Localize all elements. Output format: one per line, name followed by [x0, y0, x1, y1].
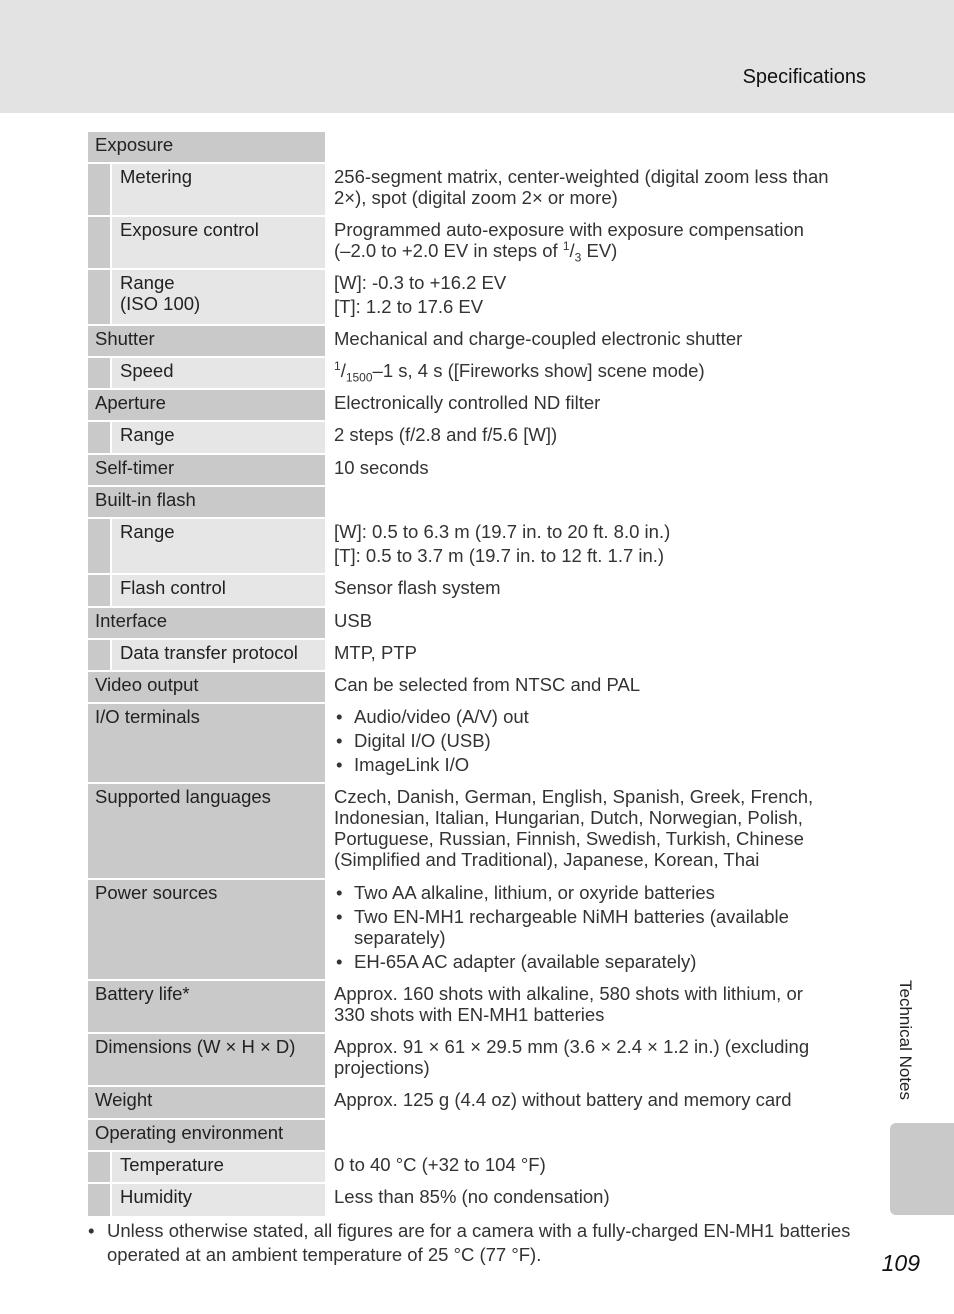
subcategory-label: Speed [110, 358, 325, 388]
category-label: I/O terminals [88, 704, 325, 782]
table-row [88, 217, 878, 270]
table-row [88, 1087, 878, 1120]
subcategory-label: Range (ISO 100) [110, 270, 325, 324]
bullet-list [334, 882, 870, 972]
category-label: Exposure [88, 132, 325, 162]
table-row [88, 704, 878, 784]
category-label: Supported languages [88, 784, 325, 878]
value-cell: 256-segment matrix, center-weighted (digital zoom less than 2×), spot (digital zoom 2× or more) [334, 166, 829, 208]
table-row [88, 390, 878, 422]
value-cell: 10 seconds [334, 457, 429, 478]
value-cell: Electronically controlled ND filter [334, 392, 601, 413]
table-row [88, 1120, 878, 1152]
table-row [88, 1184, 878, 1216]
category-label: Battery life* [88, 981, 325, 1032]
table-row [88, 326, 878, 358]
category-label: Dimensions (W × H × D) [88, 1034, 325, 1085]
subcategory-label: Range [110, 519, 325, 573]
table-row [88, 519, 878, 575]
value-cell: Approx. 125 g (4.4 oz) without battery and memory card [334, 1089, 792, 1110]
table-row [88, 422, 878, 455]
table-row [88, 575, 878, 608]
page-title: Specifications [742, 66, 866, 88]
table-row [88, 1152, 878, 1184]
category-label: Video output [88, 672, 325, 702]
subcategory-label: Data transfer protocol [110, 640, 325, 670]
value-cell: Approx. 91 × 61 × 29.5 mm (3.6 × 2.4 × 1.2 in.) (excluding projections) [334, 1036, 810, 1078]
category-label: Shutter [88, 326, 325, 356]
category-label: Self-timer [88, 455, 325, 485]
value-cell [325, 704, 878, 782]
list-item: • Two AA alkaline, lithium, or oxyride batteries [334, 882, 870, 903]
value-cell: $^1/_{1500}-1$ s, 4 s ([Fireworks show] scene mode) [334, 358, 705, 385]
table-row [88, 164, 878, 217]
value-cell [325, 1120, 878, 1150]
category-label: Operating environment [88, 1120, 325, 1150]
value-cell: Less than 85% (no condensation) [334, 1186, 610, 1207]
value-cell: 0 to 40 °C (+32 to 104 °F) [334, 1154, 546, 1175]
table-row [88, 487, 878, 519]
category-label: Interface [88, 608, 325, 638]
table-row [88, 608, 878, 640]
value-cell: Mechanical and charge-coupled electronic shutter [334, 328, 743, 349]
list-item: • Audio/video (A/V) out [334, 706, 870, 727]
subcategory-label: Exposure control [110, 217, 325, 268]
subcategory-label: Humidity [110, 1184, 325, 1216]
list-item: • EH-65A AC adapter (available separately) [334, 951, 870, 972]
spec-table [88, 132, 878, 1216]
table-row [88, 1034, 878, 1087]
value-cell: Sensor flash system [334, 577, 501, 598]
category-label: Built-in flash [88, 487, 325, 517]
table-row [88, 455, 878, 487]
value-cell: Can be selected from NTSC and PAL [334, 674, 641, 695]
list-item: • Two EN-MH1 rechargeable NiMH batteries (available separately) [334, 906, 870, 948]
table-row [88, 784, 878, 880]
footnote [88, 1219, 878, 1267]
list-item: • ImageLink I/O [334, 754, 870, 775]
value-cell [325, 487, 878, 517]
category-label: Weight [88, 1087, 325, 1118]
value-cell [325, 880, 878, 979]
section-side-label: Technical Notes [896, 980, 915, 1101]
list-item: • Digital I/O (USB) [334, 730, 870, 751]
page-number: 109 [881, 1250, 920, 1276]
table-row [88, 270, 878, 326]
value-cell: [W]: 0.5 to 6.3 m (19.7 in. to 20 ft. 8.0 in.) [T]: 0.5 to 3.7 m (19.7 in. to 12 ft. 1.7 in.) [334, 521, 671, 566]
category-label: Power sources [88, 880, 325, 979]
subcategory-label: Flash control [110, 575, 325, 606]
value-cell: Approx. 160 shots with alkaline, 580 shots with lithium, or 330 shots with EN-MH1 batteries [334, 983, 803, 1025]
bullet-list [334, 706, 870, 775]
value-cell: Czech, Danish, German, English, Spanish, Greek, French, Indonesian, Italian, Hungarian, Dutch, Norwegian, Polish, Portuguese, Russian, Finnish, Swedish, Turkish, Chinese (Simplified and Traditional), Japanese, Korean, Thai [334, 786, 814, 870]
table-row [88, 358, 878, 390]
subcategory-label: Temperature [110, 1152, 325, 1182]
bullet: • [88, 1220, 95, 1241]
subcategory-label: Metering [110, 164, 325, 215]
value-cell: USB [334, 610, 373, 631]
value-cell: Programmed auto-exposure with exposure compensation (–2.0 to +2.0 EV in steps of $^1/_3$ EV) [334, 219, 804, 265]
table-row [88, 880, 878, 981]
category-label: Aperture [88, 390, 325, 420]
value-cell: [W]: -0.3 to +16.2 EV [T]: 1.2 to 17.6 EV [334, 272, 507, 317]
subcategory-label: Range [110, 422, 325, 453]
section-tab [890, 1123, 954, 1215]
table-row [88, 640, 878, 672]
value-cell [325, 132, 878, 162]
header-band [0, 0, 954, 113]
table-row [88, 981, 878, 1034]
value-cell: MTP, PTP [334, 642, 417, 663]
footnote-text: Unless otherwise stated, all figures are for a camera with a fully-charged EN-MH1 batteries operated at an ambient temperature of 25 °C (77 °F). [107, 1220, 851, 1265]
table-row [88, 132, 878, 164]
value-cell: 2 steps (f/2.8 and f/5.6 [W]) [334, 424, 558, 445]
table-row [88, 672, 878, 704]
